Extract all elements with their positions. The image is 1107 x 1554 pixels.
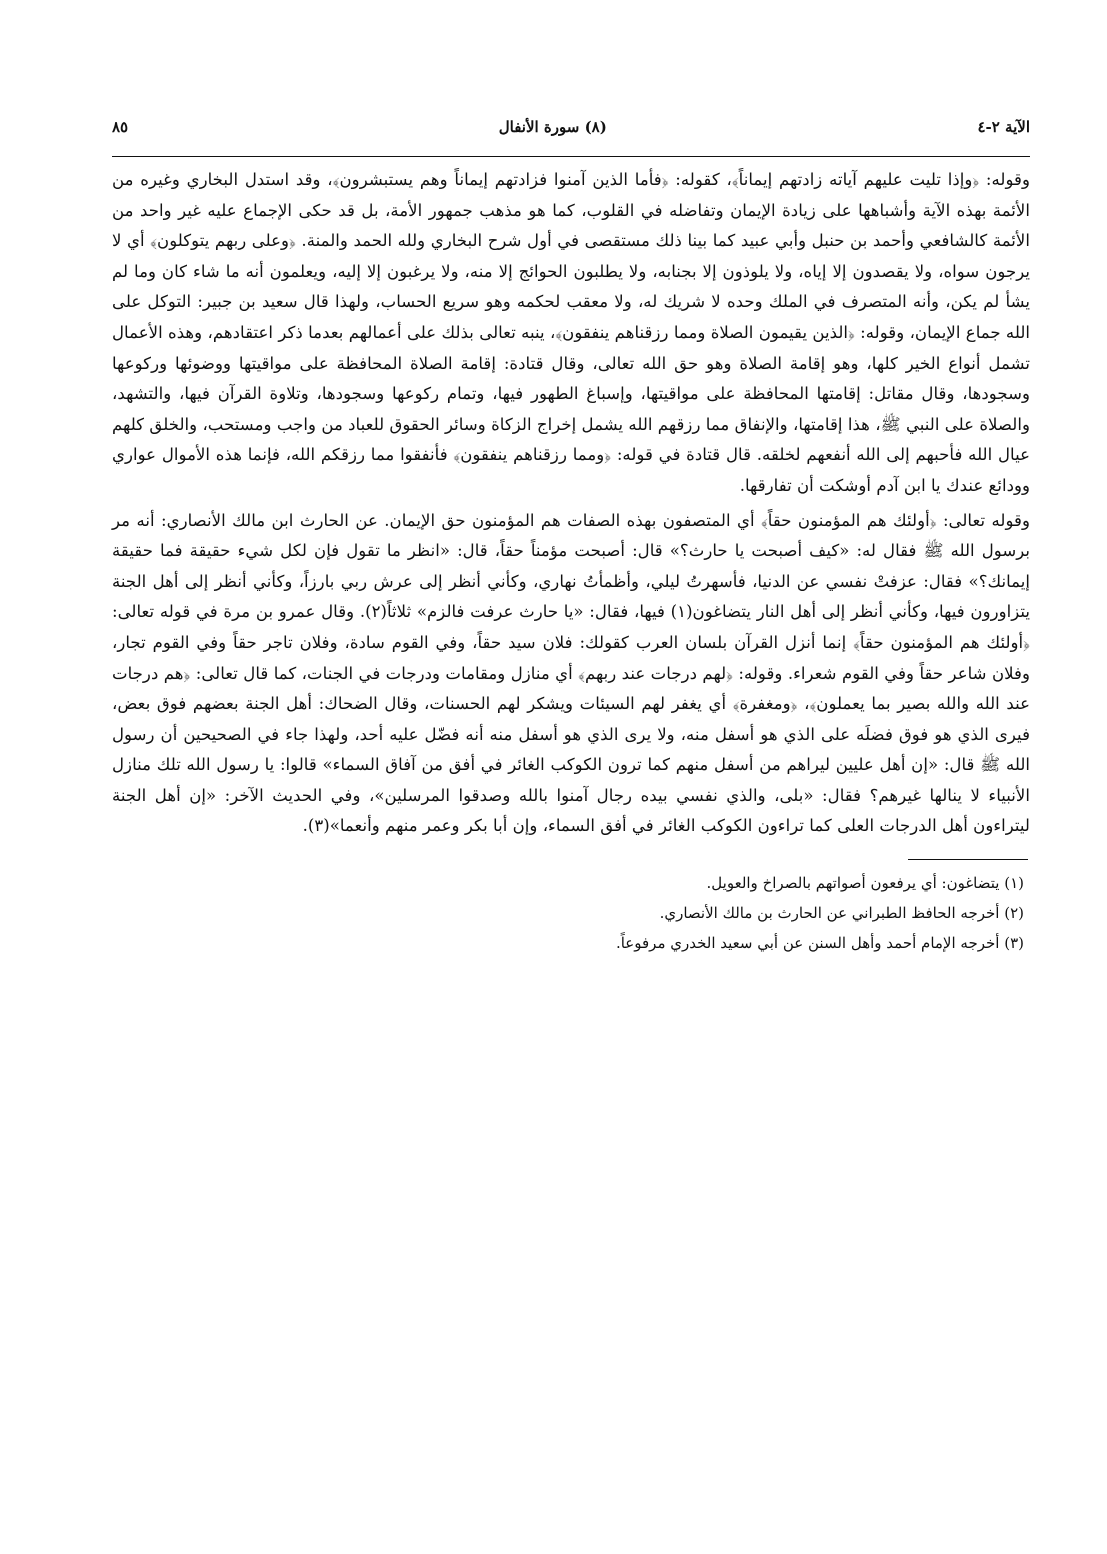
- footnote-1: (١) يتضاغون: أي يرفعون أصواتهم بالصراخ والعويل.: [706, 874, 1024, 893]
- footnotes: [112, 868, 1030, 958]
- footnote-2: (٢) أخرجه الحافظ الطبراني عن الحارث بن مالك الأنصاري.: [659, 904, 1024, 923]
- paragraph: وقوله: ﴿وإذا تليت عليهم آياته زادتهم إيماناً﴾، كقوله: ﴿فأما الذين آمنوا فزادتهم إيماناً وهم يستبشرون﴾، وقد استدل البخاري وغيره من الأئمة بهذه الآية وأشباهها على زيادة الإيمان وتفاضله في القلوب، كما هو مذهب جمهور الأمة، بل قد حكى الإجماع عليه غير واحد من الأئمة كالشافعي وأحمد بن حنبل وأبي عبيد كما بينا ذلك مستقصى في أول شرح البخاري ولله الحمد والمنة. ﴿وعلى ربهم يتوكلون﴾ أي لا يرجون سواه، ولا يقصدون إلا إياه، ولا يلوذون إلا بجنابه، ولا يطلبون الحوائج إلا منه، ولا يرغبون إلا إليه، ويعلمون أنه ما شاء كان وما لم يشأ لم يكن، وأنه المتصرف في الملك وحده لا شريك له، ولا معقب لحكمه وهو سريع الحساب، ولهذا قال سعيد بن جبير: التوكل على الله جماع الإيمان، وقوله: ﴿الذين يقيمون الصلاة ومما رزقناهم ينفقون﴾، ينبه تعالى بذلك على أعمالهم بعدما ذكر اعتقادهم، وهذه الأعمال تشمل أنواع الخير كلها، وهو إقامة الصلاة وهو حق الله تعالى، وقال قتادة: إقامة الصلاة المحافظة على مواقيتها ووضوئها وركوعها وسجودها، وقال مقاتل: إقامتها المحافظة على مواقيتها، وإسباغ الطهور فيها، وتمام ركوعها وسجودها، وتلاوة القرآن فيها، والتشهد، والصلاة على النبي ﷺ، هذا إقامتها، والإنفاق مما رزقهم الله يشمل إخراج الزكاة وسائر الحقوق للعباد من واجب ومستحب، والخلق كلهم عيال الله فأحبهم إلى الله أنفعهم لخلقه. قال قتادة في قوله: ﴿ومما رزقناهم ينفقون﴾ فأنفقوا مما رزقكم الله، فإنما هذه الأموال عواري وودائع عندك يا ابن آدم أوشكت أن تفارقها.: [112, 170, 1030, 495]
- page-number: ٨٥: [112, 118, 129, 136]
- main-text: [112, 165, 1030, 842]
- footnote-divider: [908, 859, 1028, 860]
- footnote-divider-wrap: [112, 859, 1030, 860]
- paragraph: وقوله تعالى: ﴿أولئك هم المؤمنون حقاً﴾ أي المتصفون بهذه الصفات هم المؤمنون حق الإيمان. عن الحارث ابن مالك الأنصاري: أنه مر برسول الله ﷺ فقال له: «كيف أصبحت يا حارث؟» قال: أصبحت مؤمناً حقاً، قال: «انظر ما تقول فإن لكل شيء حقيقة فما حقيقة إيمانك؟» فقال: عزفتْ نفسي عن الدنيا، فأسهرتُ ليلي، وأظمأتُ نهاري، وكأني أنظر إلى عرش ربي بارزاً، وكأني أنظر إلى أهل الجنة يتزاورون فيها، وكأني أنظر إلى أهل النار يتضاغون(١) فيها، فقال: «يا حارث عرفت فالزم» ثلاثاً(٢). وقال عمرو بن مرة في قوله تعالى: ﴿أولئك هم المؤمنون حقاً﴾ إنما أنزل القرآن بلسان العرب كقولك: فلان سيد حقاً، وفي القوم سادة، وفلان تاجر حقاً وفي القوم تجار، وفلان شاعر حقاً وفي القوم شعراء. وقوله: ﴿لهم درجات عند ربهم﴾ أي منازل ومقامات ودرجات في الجنات، كما قال تعالى: ﴿هم درجات عند الله والله بصير بما يعملون﴾، ﴿ومغفرة﴾ أي يغفر لهم السيئات ويشكر لهم الحسنات، وقال الضحاك: أهل الجنة بعضهم فوق بعض، فيرى الذي هو فوق فضلَه على الذي هو أسفل منه، ولا يرى الذي هو أسفل منه أنه فضّل عليه أحد، ولهذا جاء في الصحيحين أن رسول الله ﷺ قال: «إن أهل عليين ليراهم من أسفل منهم كما ترون الكوكب الغائر في أفق من آفاق السماء» قالوا: يا رسول الله تلك منازل الأنبياء لا ينالها غيرهم؟ فقال: «بلى، والذي نفسي بيده رجال آمنوا بالله وصدقوا المرسلين»، وفي الحديث الآخر: «إن أهل الجنة ليتراءون أهل الدرجات العلى كما تراءون الكوكب الغائر في أفق السماء، وإن أبا بكر وعمر منهم وأنعما»(٣).: [112, 510, 1030, 836]
- book-page: [112, 118, 1030, 958]
- footnote-3: (٣) أخرجه الإمام أحمد وأهل السنن عن أبي سعيد الخدري مرفوعاً.: [615, 934, 1024, 953]
- running-header: [112, 118, 1030, 157]
- verse-range: الآية ٢-٤: [977, 118, 1030, 136]
- surah-title: (٨) سورة الأنفال: [498, 118, 607, 136]
